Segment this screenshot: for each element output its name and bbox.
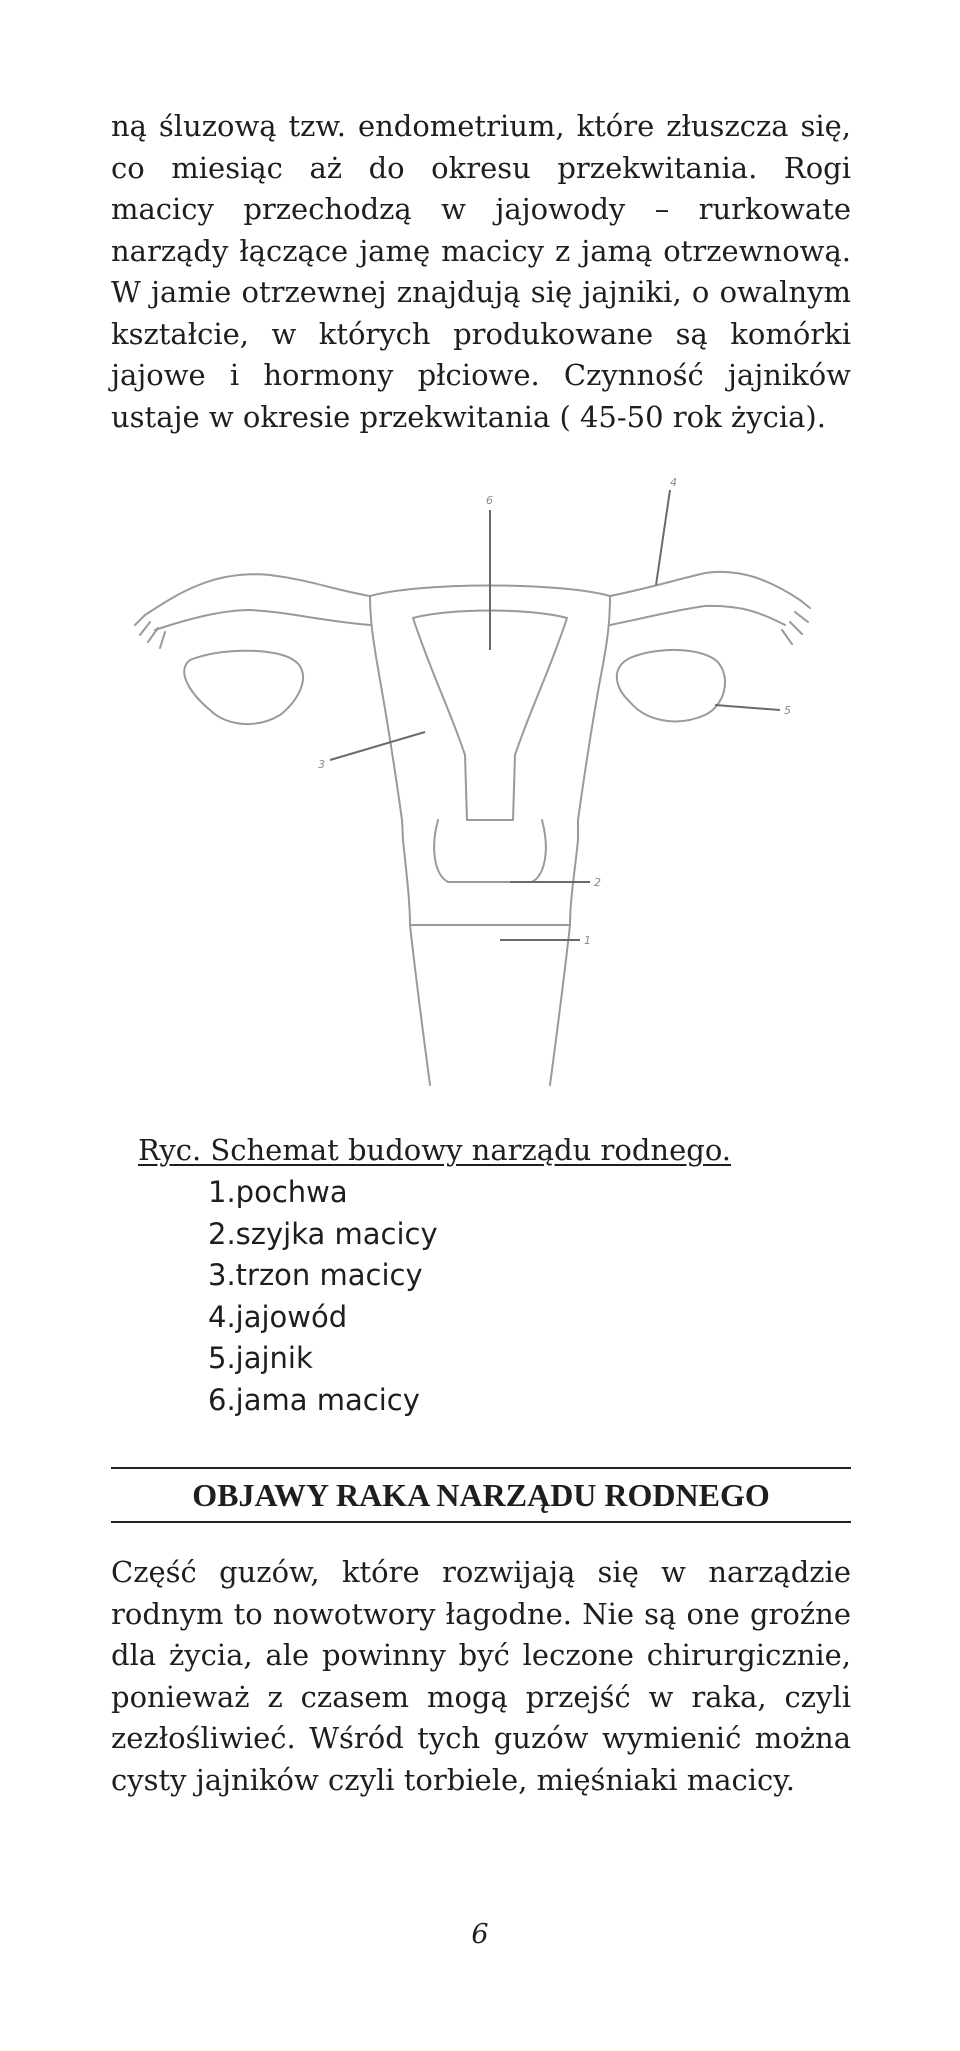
leader-line-5	[715, 705, 780, 710]
label-3: 3	[318, 758, 325, 771]
legend-item: 3.trzon macicy	[208, 1258, 423, 1292]
legend-item: 4.jajowód	[208, 1299, 348, 1334]
right-ovary	[617, 650, 725, 721]
legend-item: 6.jama macicy	[208, 1382, 420, 1417]
left-fimbriae	[135, 615, 165, 648]
vagina	[410, 925, 570, 1085]
legend-item: 2.szyjka macicy	[208, 1216, 438, 1251]
left-fallopian-tube-lower	[155, 610, 370, 630]
legend-item: 1.pochwa	[208, 1175, 348, 1209]
right-fallopian-tube	[610, 572, 800, 600]
figure-legend	[208, 1172, 438, 1421]
label-2: 2	[594, 876, 601, 889]
figure-caption: Ryc. Schemat budowy narządu rodnego.	[138, 1133, 731, 1167]
diagram-svg	[130, 476, 840, 1090]
left-fallopian-tube	[145, 574, 370, 615]
right-fallopian-tube-lower	[610, 606, 785, 625]
label-4: 4	[670, 476, 677, 489]
label-1: 1	[584, 934, 591, 947]
right-fimbriae	[782, 600, 810, 644]
heading-rule-bottom	[111, 1521, 851, 1523]
body-paragraph-1: ną śluzową tzw. endometrium, które złuszcza się, co miesiąc aż do okresu przekwitania. Rogi macicy przechodzą w jajowody – rurkowate narządy łączące jamę macicy z jamą otrzewnową. W jamie otrzewnej znajdują się jajniki, o owalnym kształcie, w których produkowane są komórki jajowe i hormony płciowe. Czynność jajników ustaje w okresie przekwitania ( 45-50 rok życia).	[111, 109, 851, 434]
reproductive-organ-diagram	[130, 476, 840, 1090]
legend-item: 5.jajnik	[208, 1341, 313, 1375]
page-number: 6	[471, 1919, 489, 1950]
cervix	[434, 820, 546, 882]
leader-line-4	[656, 490, 670, 585]
section-heading: OBJAWY RAKA NARZĄDU RODNEGO	[192, 1477, 770, 1513]
left-ovary	[184, 651, 303, 724]
leader-line-3	[330, 732, 425, 760]
body-paragraph-2: Część guzów, które rozwijają się w narządzie rodnym to nowotwory łagodne. Nie są one groźne dla życia, ale powinny być leczone chirurgicznie, ponieważ z czasem mogą przejść w raka, czyli zezłośliwieć. Wśród tych guzów wymienić można cysty jajników czyli torbiele, mięśniaki macicy.	[111, 1555, 851, 1797]
heading-rule-top	[111, 1467, 851, 1469]
label-6: 6	[486, 494, 493, 507]
label-5: 5	[784, 704, 791, 717]
